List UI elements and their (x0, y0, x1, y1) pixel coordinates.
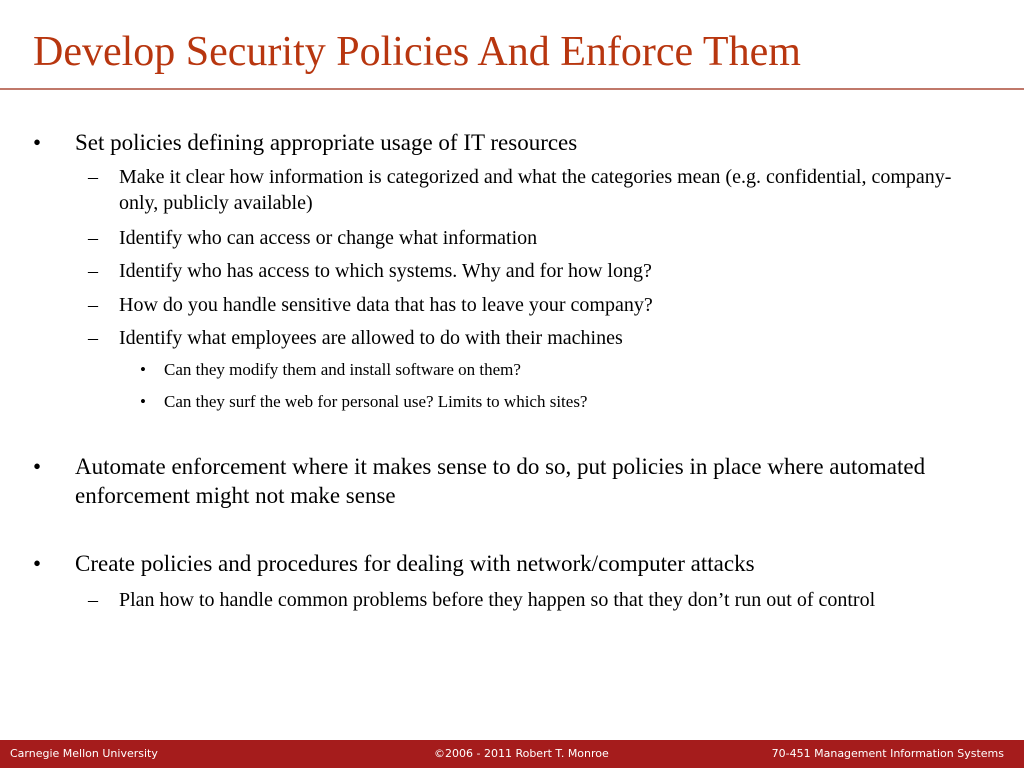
sub-bullet-text: Identify who has access to which systems. Why and for how long? (119, 260, 652, 282)
sub-sub-bullet-item (140, 391, 960, 413)
sub-bullet-item (88, 292, 968, 318)
sub-sub-bullet-text: Can they surf the web for personal use? Limits to which sites? (164, 392, 588, 411)
bullet-text: Create policies and procedures for dealing with network/computer attacks (75, 551, 755, 576)
bullet-item (33, 452, 973, 510)
slide-title: Develop Security Policies And Enforce Them (33, 29, 801, 75)
bullet-item (33, 128, 973, 157)
dash-marker: – (88, 589, 98, 611)
sub-bullet-text: Identify who can access or change what information (119, 227, 538, 249)
bullet-marker: • (140, 392, 146, 411)
bullet-marker: • (140, 360, 146, 379)
dash-marker: – (88, 227, 98, 249)
sub-bullet-text: Plan how to handle common problems before they happen so that they don’t run out of control (119, 589, 876, 611)
sub-bullet-text: Identify what employees are allowed to do with their machines (119, 327, 623, 349)
dash-marker: – (88, 327, 98, 349)
sub-bullet-text: How do you handle sensitive data that has to leave your company? (119, 294, 653, 316)
sub-bullet-item (88, 587, 968, 613)
bullet-text: Automate enforcement where it makes sense to do so, put policies in place where automated enforcement might not make sense (75, 454, 926, 508)
sub-bullet-text: Make it clear how information is categorized and what the categories mean (e.g. confidential, company-only, publicly available) (119, 166, 952, 214)
slide-footer (0, 740, 1024, 768)
bullet-marker: • (33, 454, 42, 479)
footer-copyright: ©2006 - 2011 Robert T. Monroe (434, 747, 609, 760)
sub-bullet-item (88, 225, 968, 251)
bullet-marker: • (33, 551, 42, 576)
dash-marker: – (88, 166, 98, 188)
sub-bullet-item (88, 258, 968, 284)
bullet-text: Set policies defining appropriate usage of IT resources (75, 130, 578, 155)
sub-sub-bullet-text: Can they modify them and install software on them? (164, 360, 521, 379)
sub-bullet-item (88, 164, 968, 216)
sub-sub-bullet-item (140, 359, 960, 381)
bullet-item (33, 549, 973, 578)
footer-university: Carnegie Mellon University (10, 747, 158, 760)
dash-marker: – (88, 294, 98, 316)
bullet-marker: • (33, 130, 42, 155)
sub-bullet-item (88, 325, 968, 351)
footer-course: 70-451 Management Information Systems (771, 747, 1004, 760)
dash-marker: – (88, 260, 98, 282)
